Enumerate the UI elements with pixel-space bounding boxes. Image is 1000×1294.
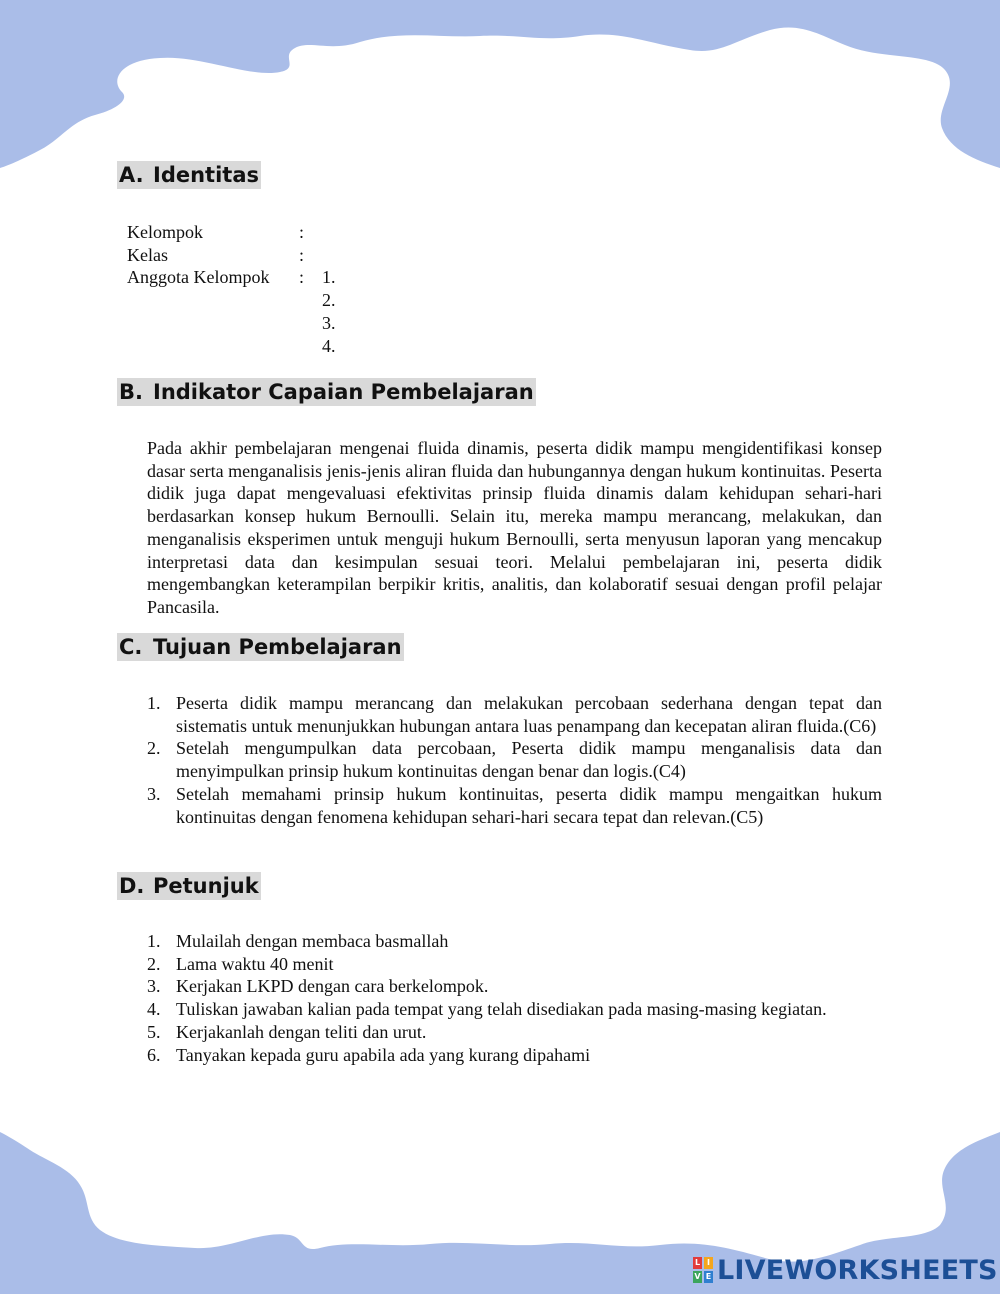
list-item: 4. Tuliskan jawaban kalian pada tempat yang telah disediakan pada masing-masing kegiatan. <box>147 999 827 1020</box>
kelompok-label: Kelompok <box>127 222 203 242</box>
anggota-number: 2. <box>322 290 336 311</box>
liveworksheets-logo[interactable] <box>693 1255 998 1285</box>
section-title-petunjuk: D. Petunjuk <box>119 874 259 898</box>
identity-row-anggota-4 <box>127 335 342 358</box>
list-item: 1. Peserta didik mampu merancang dan melakukan percobaan sederhana dengan tepat dan sistematis untuk menunjukkan hubungan antara luas penampang dan kecepatan aliran fluida.(C6) <box>147 693 882 736</box>
identity-table <box>127 221 342 357</box>
section-title-indikator: B. Indikator Capaian Pembelajaran <box>119 380 534 404</box>
identity-row-kelas <box>127 244 342 267</box>
colon: : <box>299 244 305 265</box>
indikator-paragraph: Pada akhir pembelajaran mengenai fluida dinamis, peserta didik mampu mengidentifikasi konsep dasar serta menganalisis jenis-jenis aliran fluida dan hubungannya dengan hukum kontinuitas. Peserta didik juga dapat mengevaluasi efektivitas prinsip fluida dinamis dalam kehidupan sehari-hari berdasarkan konsep hukum Bernoulli. Selain itu, mereka mampu merancang, melakukan, dan menganalisis eksperimen untuk menguji hukum Bernoulli, serta menyusun laporan yang mencakup interpretasi data dan kesimpulan sesuai teori. Melalui pembelajaran ini, peserta didik mengembangkan keterampilan berpikir kritis, analitis, dan kolaboratif sesuai dengan profil pelajar Pancasila. <box>147 438 882 617</box>
kelas-label: Kelas <box>127 244 168 265</box>
anggota-number: 3. <box>322 312 336 333</box>
tujuan-list <box>147 692 882 828</box>
list-item: 6. Tanyakan kepada guru apabila ada yang kurang dipahami <box>147 1044 591 1065</box>
anggota-label: Anggota Kelompok <box>127 267 270 288</box>
section-title-identitas: A. Identitas <box>119 163 259 187</box>
liveworksheets-logo-icon: L I V E <box>694 1258 712 1281</box>
list-item: 1. Mulailah dengan membaca basmallah <box>147 931 449 951</box>
list-item: 2. Setelah mengumpulkan data percobaan, Peserta didik mampu menganalisis data dan menyimpulkan prinsip hukum kontinuitas dengan benar dan logis.(C4) <box>147 738 882 782</box>
section-title-tujuan: C. Tujuan Pembelajaran <box>119 635 402 659</box>
anggota-number: 1. <box>322 267 336 288</box>
colon: : <box>299 222 305 242</box>
list-item: 3. Kerjakan LKPD dengan cara berkelompok. <box>147 976 489 997</box>
list-item: 3. Setelah memahami prinsip hukum kontinuitas, peserta didik mampu mengaitkan hukum kontinuitas dengan fenomena kehidupan sehari-hari secara tepat dan relevan.(C5) <box>147 783 882 827</box>
list-item: 5. Kerjakanlah dengan teliti dan urut. <box>147 1021 427 1042</box>
logo-text: LIVEWORKSHEETS <box>717 1254 998 1286</box>
identity-row-anggota-3 <box>127 312 342 335</box>
identity-row-anggota-2 <box>127 289 342 312</box>
petunjuk-list <box>147 930 875 1066</box>
list-item: 2. Lama waktu 40 menit <box>147 953 334 974</box>
anggota-number: 4. <box>322 335 336 356</box>
colon: : <box>299 267 305 288</box>
identity-row-kelompok <box>127 221 342 244</box>
identity-row-anggota <box>127 266 342 289</box>
